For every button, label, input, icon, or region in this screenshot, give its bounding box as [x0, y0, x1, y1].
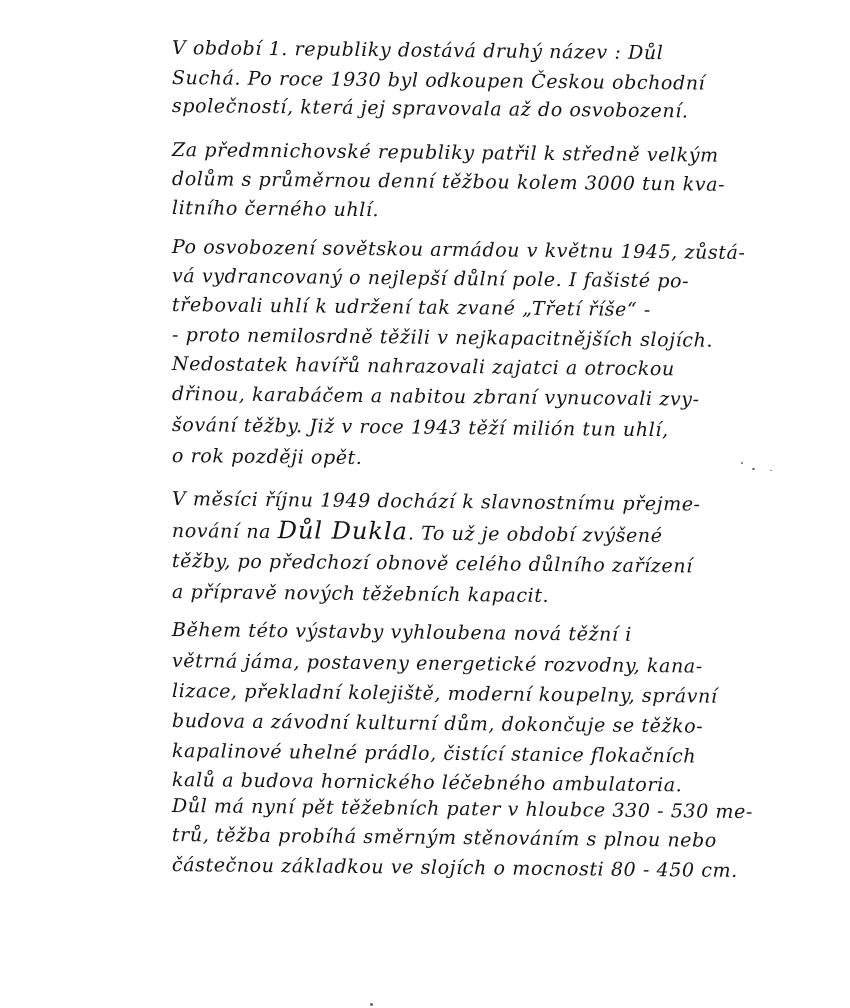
text-fragment: . To už je období zvýšené [407, 522, 663, 548]
text-line: vá vydrancovaný o nejlepší důlní pole. I fašisté po- [171, 265, 690, 293]
text-line: kapalinové uhelné prádlo, čistící stanice flokačních [171, 740, 697, 768]
text-line: dřinou, karabáčem a nabitou zbraní vynucovali zvy- [171, 383, 700, 411]
text-line: třebovali uhlí k udržení tak zvané „Třetí říše“ - [171, 294, 651, 322]
text-line: V období 1. republiky dostává druhý název : Důl [171, 37, 664, 65]
text-line: V měsíci říjnu 1949 dochází k slavnostnímu přejme- [171, 488, 701, 516]
text-line: větrná jáma, postaveny energetické rozvodny, kana- [171, 650, 703, 678]
text-line: Během této výstavby vyhloubena nová těžní i [171, 619, 633, 646]
text-line: budova a závodní kulturní dům, dokončuje se těžko- [171, 710, 704, 738]
text-line: společností, která jej spravovala až do osvobození. [171, 95, 689, 123]
text-line: Důl má nyní pět těžebních pater v hloubce 330 - 530 me- [171, 795, 754, 824]
text-line: Nedostatek havířů nahrazovali zajatci a otrockou [171, 353, 675, 381]
text-line: trů, těžba probíhá směrným stěnováním s plnou nebo [171, 824, 717, 852]
text-line: o rok později opět. [171, 445, 363, 469]
mine-name: Důl Dukla [277, 516, 409, 546]
text-line-with-mine-name [172, 516, 663, 547]
text-line: šování těžby. Již v roce 1943 těží milión tun uhlí, [171, 414, 669, 442]
text-fragment: nování na [171, 520, 272, 544]
text-line: dolům s průměrnou denní těžbou kolem 3000 tun kva- [171, 168, 726, 196]
text-line: litního černého uhlí. [171, 197, 380, 222]
text-line: Za předmnichovské republiky patřil k středně velkým [171, 139, 719, 167]
text-line: lizace, překladní kolejiště, moderní koupelny, správní [171, 680, 718, 708]
text-line: Po osvobození sovětskou armádou v květnu 1945, zůstá- [171, 236, 746, 265]
text-line: těžby, po předchozí obnově celého důlního zařízení [171, 550, 693, 578]
text-line: a přípravě nových těžebních kapacit. [171, 581, 550, 607]
text-line: kalů a budova hornického léčebného ambulatoria. [171, 769, 683, 797]
text-line: - proto nemilosrdně těžili v nejkapacitnějších slojích. [171, 324, 714, 352]
text-line: Suchá. Po roce 1930 byl odkoupen Českou obchodní [171, 67, 706, 95]
text-line: částečnou základkou ve slojích o mocnosti 80 - 450 cm. [171, 854, 738, 882]
